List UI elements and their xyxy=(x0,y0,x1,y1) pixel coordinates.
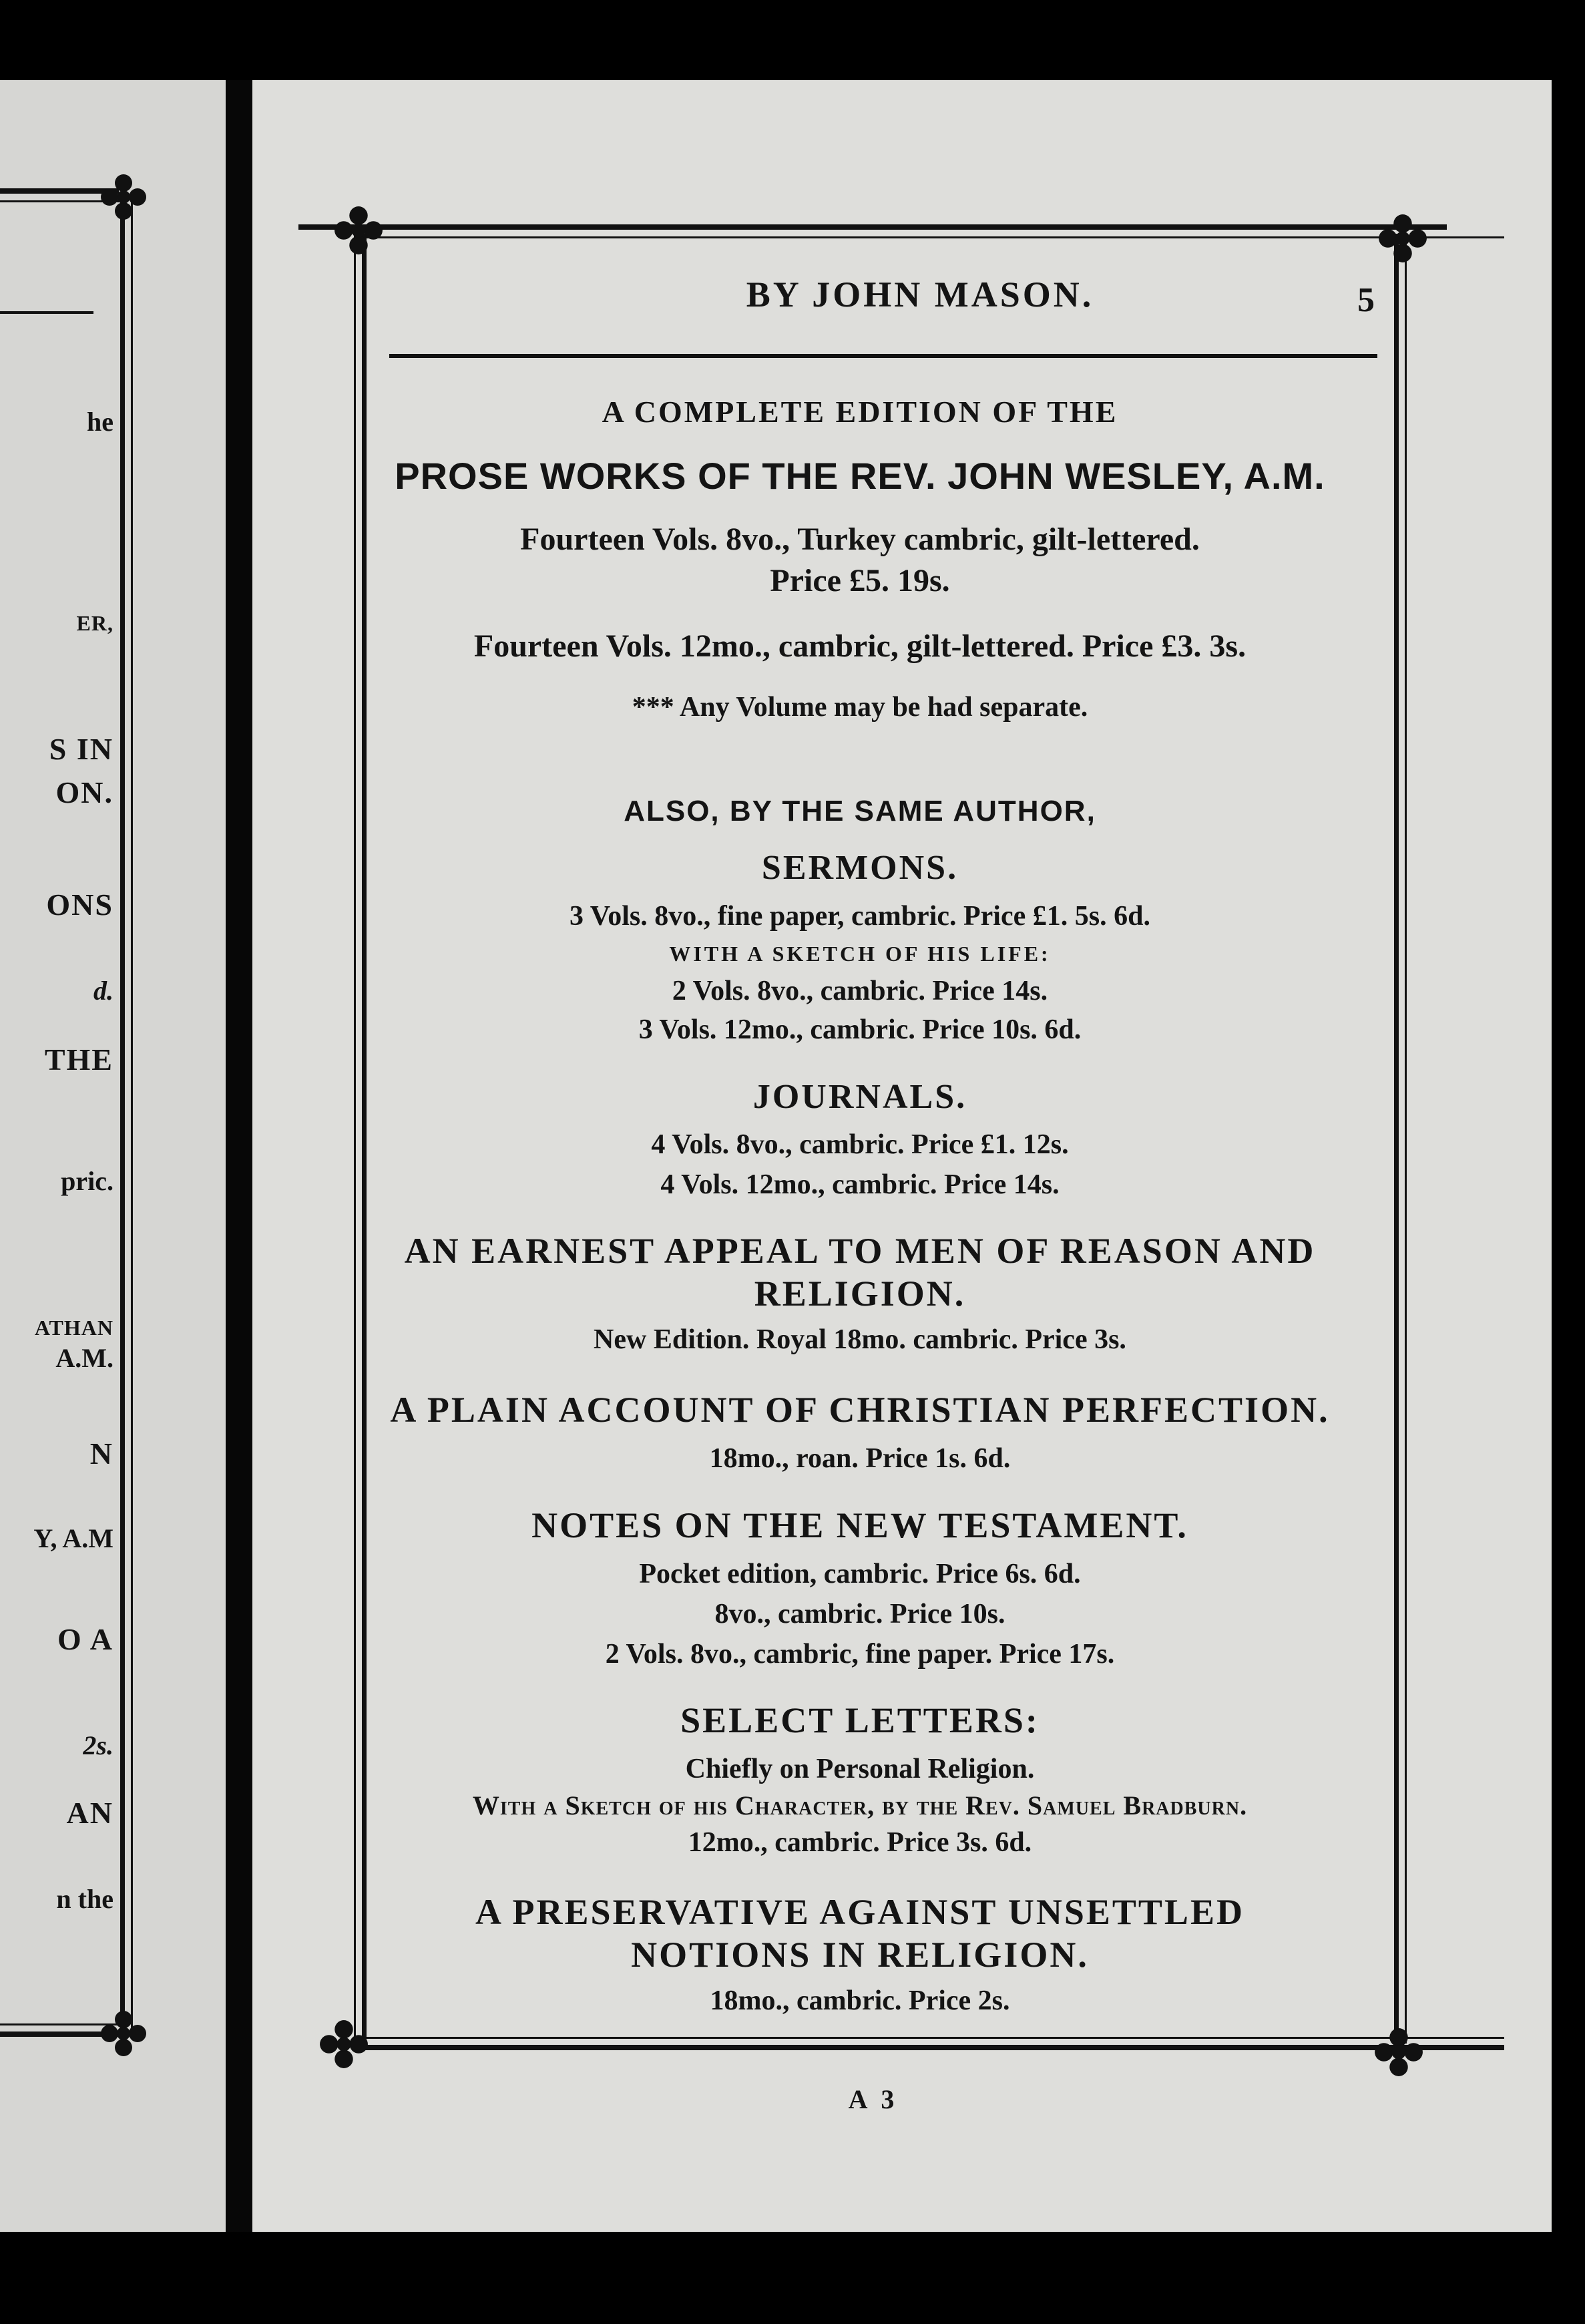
left-text-fragment: O A xyxy=(57,1622,114,1656)
edition-line: 8vo., cambric. Price 10s. xyxy=(714,1599,1005,1629)
edition-line: 2 Vols. 8vo., cambric. Price 14s. xyxy=(672,976,1048,1006)
frame-rule-bottom xyxy=(356,2037,1504,2039)
frame-rule-right xyxy=(1405,234,1407,2044)
left-text-fragment: AN xyxy=(66,1796,114,1830)
section-title: RELIGION. xyxy=(754,1274,966,1314)
edition-line: Pocket edition, cambric. Price 6s. 6d. xyxy=(639,1559,1081,1589)
section-title: NOTES ON THE NEW TESTAMENT. xyxy=(531,1505,1188,1545)
fleuron-ornament xyxy=(1374,2027,1423,2077)
frame-rule-top xyxy=(298,224,1447,230)
section-title: A PRESERVATIVE AGAINST UNSETTLED xyxy=(475,1892,1244,1932)
edition-line: With a Sketch of his Character, by the Rev. Samuel Bradburn. xyxy=(472,1790,1248,1820)
edition-line: 18mo., cambric. Price 2s. xyxy=(710,1985,1010,2016)
signature-mark: A 3 xyxy=(848,2084,899,2114)
section-intro: A COMPLETE EDITION OF THE xyxy=(602,395,1118,429)
subheading: WITH A SKETCH OF HIS LIFE: xyxy=(669,942,1051,966)
left-text-fragment: N xyxy=(89,1436,114,1471)
price-line: Price £5. 19s. xyxy=(770,563,950,598)
page-number: 5 xyxy=(1357,281,1375,319)
edition-line: 12mo., cambric. Price 3s. 6d. xyxy=(688,1827,1032,1858)
left-text-fragment: ATHAN xyxy=(34,1316,114,1340)
edition-line: 3 Vols. 8vo., fine paper, cambric. Price £1. 5s. 6d. xyxy=(570,901,1150,932)
left-frame-rule xyxy=(131,199,133,2029)
note-line: *** Any Volume may be had separate. xyxy=(632,692,1088,723)
section-title: SERMONS. xyxy=(761,849,959,887)
edition-line: Fourteen Vols. 8vo., Turkey cambric, gilt-lettered. xyxy=(520,522,1200,557)
left-text-fragment: THE xyxy=(44,1042,114,1077)
edition-line: 4 Vols. 12mo., cambric. Price 14s. xyxy=(660,1169,1060,1200)
edition-line: Chiefly on Personal Religion. xyxy=(685,1754,1035,1784)
left-text-fragment: d. xyxy=(93,976,114,1006)
left-text-fragment: n the xyxy=(56,1884,114,1914)
section-title: NOTIONS IN RELIGION. xyxy=(631,1935,1089,1975)
head-rule xyxy=(389,354,1377,358)
fleuron-ornament xyxy=(100,2010,147,2057)
section-title: PROSE WORKS OF THE REV. JOHN WESLEY, A.M. xyxy=(395,455,1325,497)
section-title: A PLAIN ACCOUNT OF CHRISTIAN PERFECTION. xyxy=(390,1390,1330,1430)
edition-line: Fourteen Vols. 12mo., cambric, gilt-lettered. Price £3. 3s. xyxy=(473,628,1247,664)
fleuron-ornament xyxy=(1378,214,1427,263)
left-text-fragment: he xyxy=(87,407,114,437)
running-head: BY JOHN MASON. xyxy=(746,274,1094,315)
page-gutter xyxy=(226,80,252,2232)
left-head-rule xyxy=(0,311,93,314)
edition-line: 18mo., roan. Price 1s. 6d. xyxy=(709,1443,1011,1474)
left-text-fragment: 2s. xyxy=(83,1730,114,1760)
section-title: SELECT LETTERS: xyxy=(680,1700,1040,1740)
edition-line: 4 Vols. 8vo., cambric. Price £1. 12s. xyxy=(651,1129,1069,1160)
left-text-fragment: ONS xyxy=(46,888,114,922)
fleuron-ornament xyxy=(319,2019,369,2069)
left-text-fragment: A.M. xyxy=(55,1343,114,1373)
section-title: JOURNALS. xyxy=(752,1078,967,1116)
section-heading: ALSO, BY THE SAME AUTHOR, xyxy=(624,795,1096,827)
frame-rule-bottom xyxy=(356,2045,1504,2050)
fleuron-ornament xyxy=(334,206,383,255)
edition-line: 3 Vols. 12mo., cambric. Price 10s. 6d. xyxy=(638,1014,1082,1045)
section-title: AN EARNEST APPEAL TO MEN OF REASON AND xyxy=(404,1231,1316,1271)
frame-rule-top xyxy=(356,236,1504,238)
frame-rule-right xyxy=(1394,234,1399,2044)
left-text-fragment: ER, xyxy=(76,611,114,635)
left-text-fragment: ON. xyxy=(55,775,114,809)
book-page xyxy=(252,80,1552,2232)
left-frame-rule xyxy=(120,199,125,2029)
left-text-fragment: Y, A.M xyxy=(33,1523,114,1553)
edition-line: 2 Vols. 8vo., cambric, fine paper. Price 17s. xyxy=(605,1639,1115,1670)
edition-line: New Edition. Royal 18mo. cambric. Price 3s. xyxy=(594,1324,1126,1355)
left-text-fragment: pric. xyxy=(61,1166,114,1196)
fleuron-ornament xyxy=(100,174,147,220)
left-page xyxy=(0,80,226,2232)
left-text-fragment: S IN xyxy=(49,732,114,766)
